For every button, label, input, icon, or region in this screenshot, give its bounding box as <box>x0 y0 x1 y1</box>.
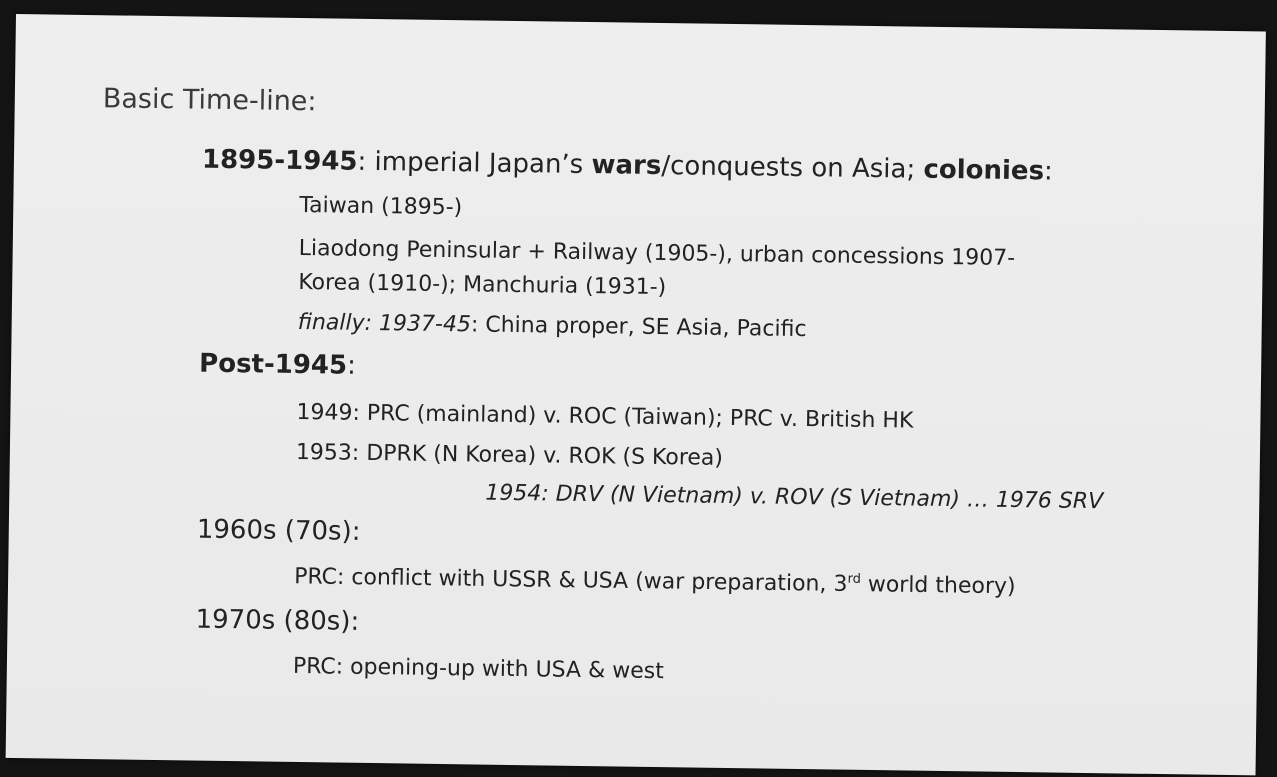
item-1960s-sup: rd <box>847 571 861 587</box>
list-item: Liaodong Peninsular + Railway (1905-), urban concessions 1907- <box>298 235 1016 271</box>
list-item-1960s <box>294 564 1016 599</box>
list-item: Korea (1910-); Manchuria (1931-) <box>298 269 667 301</box>
colonies-word: colonies <box>923 154 1045 187</box>
item-1960s-post: world theory) <box>860 572 1016 600</box>
list-item: 1949: PRC (mainland) v. ROC (Taiwan); PRC v. British HK <box>296 399 914 434</box>
title-text-1: : imperial Japan’s <box>357 146 592 181</box>
projected-slide <box>6 14 1266 775</box>
item-1960s-pre: PRC: conflict with USSR & USA (war preparation, 3 <box>293 564 848 597</box>
section-post-1945-title <box>199 349 356 381</box>
post-1945-colon: : <box>346 350 357 381</box>
title-text-2: /conquests on Asia; <box>661 151 924 185</box>
post-1945-label: Post-1945 <box>198 348 348 381</box>
years-1895-1945: 1895-1945 <box>201 144 358 177</box>
list-item-vietnam: 1954: DRV (N Vietnam) v. ROV (S Vietnam) … 1976 SRV <box>485 480 1104 515</box>
finally-label: finally: 1937-45 <box>297 309 472 338</box>
section-1960s-title: 1960s (70s): <box>196 514 361 547</box>
list-item-1970s: PRC: opening-up with USA & west <box>292 653 665 685</box>
list-item: Taiwan (1895-) <box>299 192 463 221</box>
title-colon: : <box>1043 156 1054 187</box>
slide-heading: Basic Time-line: <box>102 83 317 118</box>
section-1970s-title: 1970s (80s): <box>195 604 360 637</box>
wars-word: wars <box>591 150 662 182</box>
finally-text: : China proper, SE Asia, Pacific <box>470 312 807 343</box>
list-item-finally <box>298 310 807 342</box>
list-item: 1953: DPRK (N Korea) v. ROK (S Korea) <box>295 439 724 471</box>
section-1895-1945-title <box>202 145 1053 187</box>
